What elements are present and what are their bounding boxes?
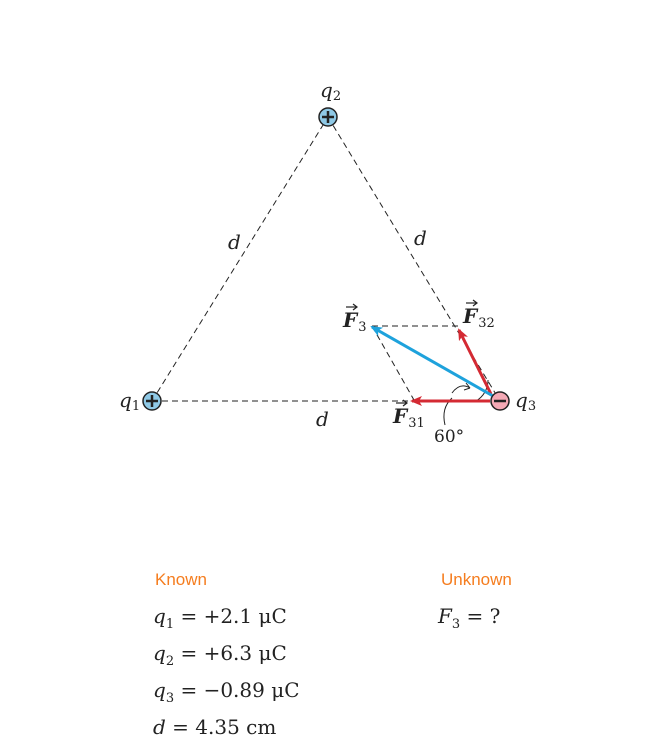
charge-label-q3: q3 — [515, 388, 537, 414]
side-label-bottom: d — [316, 407, 329, 431]
svg-text:F3: $F_3$ — [343, 308, 367, 335]
charge-q1 — [119, 388, 161, 414]
side-label-left: d — [228, 230, 241, 254]
construction-line-left — [372, 326, 414, 400]
known-q2: $q_2 = +6.3$ μC — [153, 641, 287, 669]
svg-text:F32: $F_{32}$ — [463, 304, 495, 331]
side-q1-q2 — [152, 117, 328, 401]
side-label-right: d — [414, 226, 427, 250]
charge-label-q1: q1 — [119, 388, 141, 414]
angle-label: 60° — [434, 427, 465, 447]
vector-label-F31 — [392, 400, 425, 431]
known-q3: $q_3 = -0.89$ μC — [153, 678, 300, 706]
svg-text:F31: $F_{31}$ — [393, 404, 425, 431]
unknown-list — [438, 602, 500, 639]
vector-label-F3 — [342, 304, 366, 335]
vector-label-F32 — [462, 300, 495, 331]
charge-label-q2: q2 — [320, 78, 342, 104]
charge-q3 — [491, 388, 536, 414]
known-q1: $q_1 = +2.1$ μC — [153, 604, 287, 632]
known-heading: Known — [155, 570, 207, 589]
angle-callout — [452, 383, 470, 393]
known-list — [153, 602, 300, 741]
known-d: d = 4.35 cm — [153, 715, 277, 739]
charge-q2 — [319, 78, 341, 126]
unknown-F3: $F_3$ = ? — [438, 604, 501, 632]
unknown-heading: Unknown — [441, 570, 512, 589]
